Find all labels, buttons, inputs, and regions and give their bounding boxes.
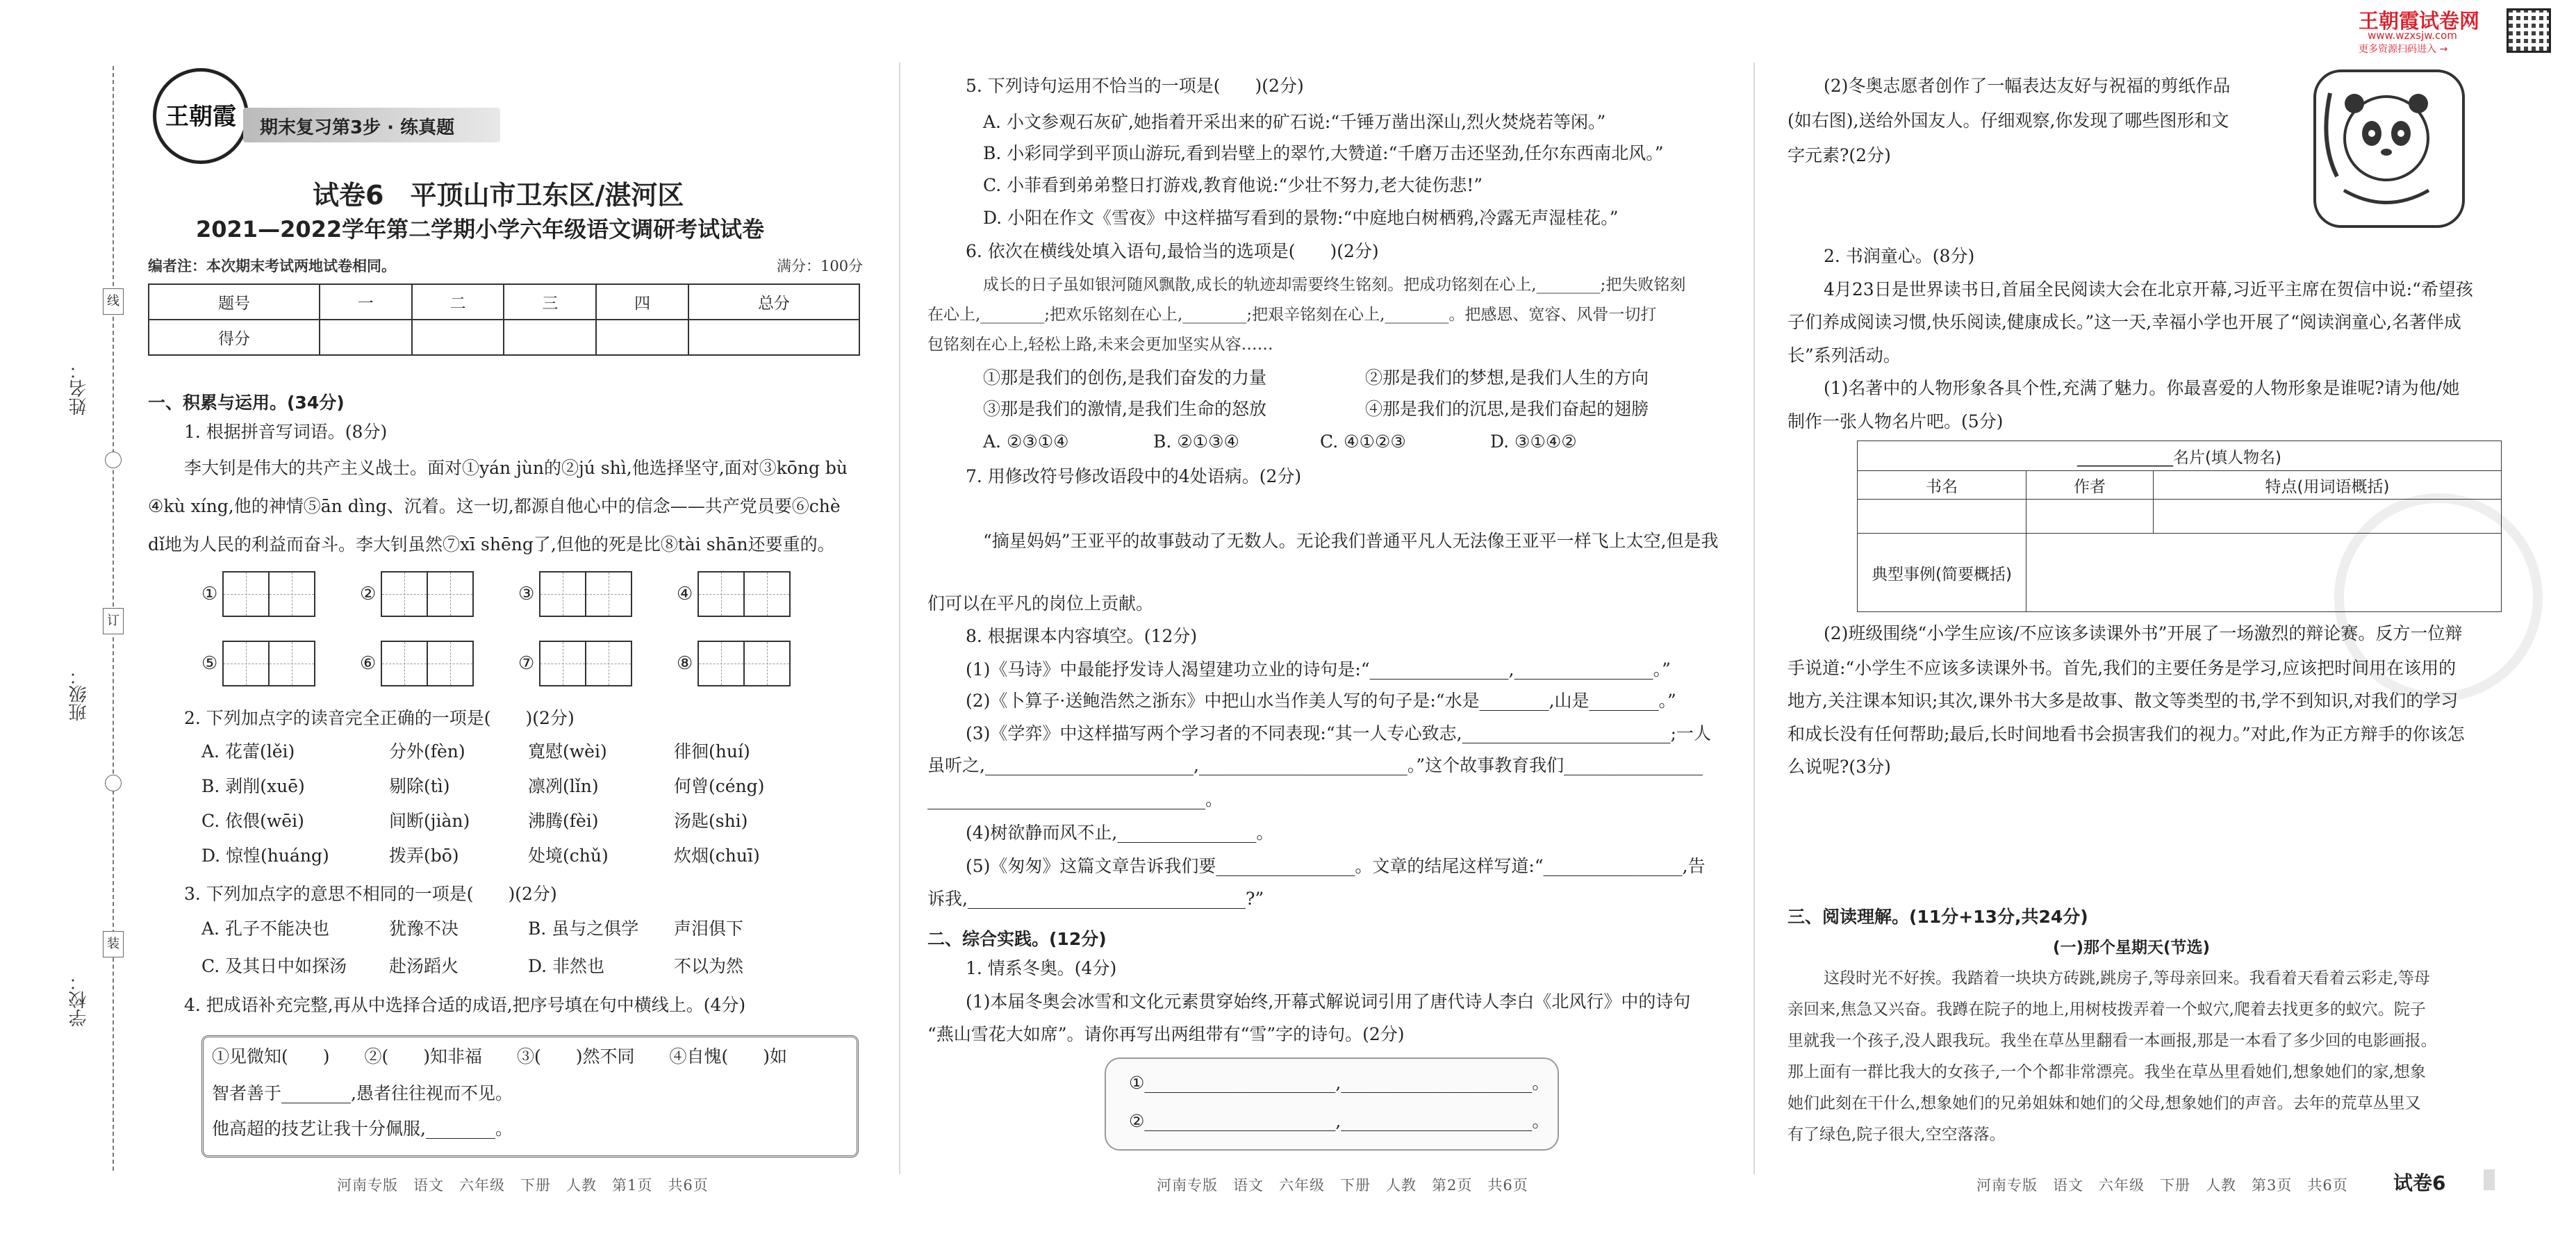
character-card-table: [1857, 441, 2502, 612]
qr-code-icon[interactable]: [2507, 8, 2551, 53]
answer-grid-5[interactable]: [222, 641, 314, 686]
q2-option: 间断(jiàn): [389, 811, 470, 831]
q2-option: 汤匙(shi): [674, 811, 748, 831]
q2-stem: 2. 下列加点字的读音完全正确的一项是( )(2分): [184, 708, 575, 728]
poem-answer-2[interactable]: ②______________________,______________________。: [1129, 1111, 1550, 1131]
answer-grid-6[interactable]: [381, 641, 472, 686]
cut-mark-1: 线: [103, 288, 124, 315]
q6-text-3: 包铭刻在心上,轻松上路,未来会更加坚实从容……: [927, 336, 1273, 354]
name-label: 姓名：: [69, 361, 90, 415]
q2-option: D. 惊惶(huáng): [201, 846, 329, 866]
practice-2-1b: 制作一张人物名片吧。(5分): [1787, 411, 2004, 431]
score-row-label: 得分: [149, 320, 320, 355]
practice-2-2d: 和成长没有任何帮助;最后,长时间地看书会损害我们的视力。”对此,作为正方辩手的你该怎: [1787, 724, 2465, 744]
cut-mark-3: 装: [103, 931, 124, 957]
q3-option: C. 及其日中如探汤: [201, 956, 347, 976]
q2-option: A. 花蕾(lěi): [201, 741, 295, 762]
logo-text: 王朝霞: [165, 103, 236, 131]
q6-choice-d: D. ③①④②: [1490, 431, 1577, 452]
q8-item-2[interactable]: (2)《卜算子·送鲍浩然之浙东》中把山水当作美人写的句子是:“水是________,山是________。”: [966, 691, 1676, 711]
score-cell[interactable]: [504, 320, 596, 355]
q4-sentence-1[interactable]: 智者善于________,愚者往往视而不见。: [212, 1083, 513, 1103]
score-head-cell: 总分: [688, 284, 859, 320]
q8-item-5[interactable]: (5)《匆匆》这篇文章告诉我们要________________。文章的结尾这样写道:“________________,告: [966, 856, 1706, 876]
page-2-footer: 河南专版 语文 六年级 下册 人教 第2页 共6页: [1157, 1177, 1528, 1194]
card-traits-cell[interactable]: [2154, 500, 2502, 534]
q6-choice-c: C. ④①②③: [1320, 431, 1406, 452]
q3-option: 声泪俱下: [674, 919, 744, 939]
q6-choice-b: B. ②①③④: [1153, 431, 1239, 452]
brand-tagline: 更多资源扫码进入 →: [2359, 44, 2448, 55]
card-event-cell[interactable]: [2026, 534, 2502, 612]
page-1-footer: 河南专版 语文 六年级 下册 人教 第1页 共6页: [337, 1177, 709, 1194]
q7-stem: 7. 用修改符号修改语段中的4处语病。(2分): [966, 466, 1302, 486]
grid-label: ⑤: [201, 653, 218, 674]
q8-item-3c[interactable]: ________________________________。: [927, 789, 1223, 809]
q2-option: C. 依偎(wēi): [201, 811, 304, 831]
practice-1-2b: (如右图),送给外国友人。仔细观察,你发现了哪些图形和文: [1787, 110, 2229, 131]
full-score: 满分：100分: [777, 258, 864, 274]
brand-url: www.wzxsjw.com: [2368, 29, 2457, 42]
q2-option: 分外(fèn): [389, 741, 465, 762]
grid-label: ⑧: [677, 653, 693, 674]
score-head-cell: 二: [412, 284, 504, 320]
practice-2-stem: 2. 书润童心。(8分): [1824, 246, 1975, 266]
q4-stem: 4. 把成语补充完整,再从中选择合适的成语,把序号填在句中横线上。(4分): [184, 995, 746, 1015]
q2-option: 剔除(tì): [389, 776, 450, 796]
q8-item-4[interactable]: (4)树欲静而风不止,________________。: [966, 823, 1274, 843]
q5-option-d: D. 小阳在作文《雪夜》中这样描写看到的景物:“中庭地白树栖鸦,冷露无声湿桂花。”: [983, 208, 1619, 228]
q3-option: D. 非然也: [528, 956, 605, 976]
card-title[interactable]: ____________名片(填人物名): [1858, 441, 2502, 471]
paper-number-tag: 试卷6: [2393, 1171, 2446, 1194]
cut-mark-2: 订: [103, 608, 124, 634]
q8-item-3b[interactable]: 虽听之,________________________,________________________。”这个故事教育我们________________: [927, 755, 1703, 775]
score-cell[interactable]: [688, 320, 859, 355]
q1-stem: 1. 根据拼音写词语。(8分): [184, 422, 388, 442]
q6-option-4: ④那是我们的沉思,是我们奋起的翅膀: [1365, 399, 1649, 419]
answer-grid-1[interactable]: [222, 571, 314, 617]
q3-option: B. 虽与之俱学: [528, 919, 639, 939]
reading-line: 亲回来,焦急又兴奋。我蹲在院子的地上,用树枝拨弄着一个蚁穴,爬着去找更多的蚁穴。院子: [1787, 1001, 2426, 1019]
banner-text: 期末复习第3步 · 练真题: [260, 117, 455, 138]
practice-2-2c: 地方,关注课本知识;其次,课外书大多是故事、散文等类型的书,学不到知识,对我们的学习: [1787, 691, 2459, 711]
card-author-cell[interactable]: [2026, 500, 2154, 534]
reading-line: 有了绿色,院子很大,空空落落。: [1787, 1126, 2006, 1144]
q2-option: 沸腾(fèi): [528, 811, 599, 831]
reading-line: 她们此刻在干什么,想象她们的兄弟姐妹和她们的父母,想象她们的声音。去年的荒草丛里又: [1787, 1094, 2421, 1112]
reading-line: 这段时光不好挨。我踏着一块块方砖跳,跳房子,等母亲回来。我看着天看着云彩走,等母: [1824, 969, 2430, 987]
q8-item-3[interactable]: (3)《学弈》中这样描写两个学习者的不同表现:“其一人专心致志,________________________;一人: [966, 723, 1711, 743]
q2-option: 拨弄(bō): [389, 846, 459, 866]
q2-option: 何曾(céng): [674, 776, 765, 796]
q1-line-2: ④kù xíng,他的神情⑤ān dìng、沉着。这一切,都源自他心中的信念——共产党员要⑥chè: [148, 496, 841, 516]
score-table: [148, 283, 860, 356]
card-event-label: 典型事例(简要概括): [1858, 534, 2026, 612]
section-2-heading: 二、综合实践。(12分): [927, 929, 1107, 949]
q3-option: A. 孔子不能决也: [201, 919, 329, 939]
answer-grid-7[interactable]: [539, 641, 631, 686]
reading-line: 里就我一个孩子,没人跟我玩。我坐在草丛里翻看一本画报,那是一本看了多少回的电影画报。: [1787, 1032, 2437, 1050]
q5-option-a: A. 小文参观石灰矿,她指着开采出来的矿石说:“千锤万凿出深山,烈火焚烧若等闲。”: [983, 112, 1606, 132]
practice-1-1b: “燕山雪花大如席”。请你再写出两组带有“雪”字的诗句。(2分): [927, 1024, 1405, 1044]
score-cell[interactable]: [412, 320, 504, 355]
practice-1-1: (1)本届冬奥会冰雪和文化元素贯穿始终,开幕式解说词引用了唐代诗人李白《北风行》中的诗句: [966, 991, 1691, 1012]
card-head-traits: 特点(用词语概括): [2154, 471, 2502, 500]
reading-title: (一)那个星期天(节选): [2053, 939, 2211, 957]
q8-item-5b[interactable]: 诉我,________________________________?”: [927, 889, 1264, 909]
q6-option-2: ②那是我们的梦想,是我们人生的方向: [1365, 368, 1649, 388]
q6-choice-a: A. ②③①④: [983, 431, 1069, 452]
school-label: 学校：: [69, 973, 90, 1027]
q7-passage-1: “摘星妈妈”王亚平的故事鼓动了无数人。无论我们普通平凡人无法像王亚平一样飞上太空,但是我: [983, 531, 1719, 551]
grid-label: ⑦: [518, 653, 535, 674]
paper-tag-bar: [2484, 1169, 2495, 1190]
score-cell[interactable]: [596, 320, 688, 355]
paper-subtitle: 2021—2022学年第二学期小学六年级语文调研考试试卷: [196, 216, 765, 242]
score-head-cell: 一: [320, 284, 412, 320]
q4-idioms[interactable]: ①见微知( ) ②( )知非福 ③( )然不同 ④自愧( )如: [212, 1046, 788, 1067]
page-1: [0, 0, 900, 1243]
q2-option: 凛冽(lǐn): [528, 776, 599, 796]
section-3-heading: 三、阅读理解。(11分+13分,共24分): [1787, 907, 2088, 927]
poem-answer-1[interactable]: ①______________________,______________________。: [1129, 1073, 1550, 1093]
practice-2-text-3: 长”系列活动。: [1787, 345, 1901, 365]
q6-text-2: 在心上,________;把欢乐铭刻在心上,________;把艰辛铭刻在心上,________。把感恩、宽容、风骨一切打: [927, 306, 1657, 324]
brand-name: 王朝霞试卷网: [2359, 9, 2480, 33]
grid-label: ⑥: [360, 653, 377, 674]
practice-2-text-2: 子们养成阅读习惯,快乐阅读,健康成长。”这一天,幸福小学也开展了“阅读润童心,名著伴成: [1787, 312, 2461, 332]
q6-option-3: ③那是我们的激情,是我们生命的怒放: [983, 399, 1266, 419]
q4-sentence-2[interactable]: 他高超的技艺让我十分佩服,________。: [212, 1119, 513, 1139]
card-head-author: 作者: [2026, 471, 2154, 500]
page-3-footer: 河南专版 语文 六年级 下册 人教 第3页 共6页: [1976, 1177, 2348, 1194]
practice-1-2c: 字元素?(2分): [1787, 145, 1891, 165]
q3-option: 犹豫不决: [389, 919, 459, 939]
editor-note: 编者注：本次期末考试两地试卷相同。: [148, 257, 396, 274]
q1-line-1: 李大钊是伟大的共产主义战士。面对①yán jùn的②jú shì,他选择坚守,面对③kōng bù: [184, 458, 848, 478]
answer-grid-3[interactable]: [539, 571, 631, 617]
practice-2-text-1: 4月23日是世界读书日,首届全民阅读大会在北京开幕,习近平主席在贺信中说:“希望孩: [1824, 279, 2473, 299]
card-head-book: 书名: [1858, 471, 2026, 500]
page-2: [900, 0, 1754, 1243]
practice-2-2b: 手说道:“小学生不应该多读课外书。首先,我们的主要任务是学习,应该把时间用在该用的: [1787, 658, 2457, 678]
card-book-cell[interactable]: [1858, 500, 2026, 534]
grid-label: ③: [518, 584, 535, 604]
reading-line: 那上面有一群比我大的女孩子,一个个都非常漂亮。我坐在草丛里看她们,想象她们的家,想象: [1787, 1063, 2426, 1081]
answer-grid-2[interactable]: [381, 571, 472, 617]
q1-line-3: dǐ地为人民的利益而奋斗。李大钊虽然⑦xī shēng了,但他的死是比⑧tài shān还要重的。: [148, 534, 835, 554]
practice-2-2: (2)班级围绕“小学生应该/不应该多读课外书”开展了一场激烈的辩论赛。反方一位辩: [1824, 623, 2463, 643]
grid-label: ④: [677, 584, 693, 604]
binding-hole-1: [105, 452, 122, 468]
grid-label: ①: [201, 584, 218, 604]
score-cell[interactable]: [320, 320, 412, 355]
q2-option: 徘徊(huí): [674, 741, 750, 762]
q8-stem: 8. 根据课本内容填空。(12分): [966, 626, 1198, 646]
papercut-panda-image: [2313, 69, 2465, 228]
q2-option: B. 剥削(xuē): [201, 776, 305, 796]
answer-grid-8[interactable]: [697, 641, 789, 686]
q6-option-1: ①那是我们的创伤,是我们奋发的力量: [983, 368, 1266, 388]
practice-2-2e: 么说呢?(3分): [1787, 757, 1891, 777]
practice-1-2: (2)冬奥志愿者创作了一幅表达友好与祝福的剪纸作品: [1824, 76, 2231, 96]
practice-1-stem: 1. 情系冬奥。(4分): [966, 958, 1117, 978]
class-label: 班级：: [69, 667, 90, 721]
q2-option: 寛慰(wèi): [528, 741, 607, 762]
q3-option: 赴汤蹈火: [389, 956, 459, 976]
page-3: [1754, 0, 2576, 1243]
grid-label: ②: [360, 584, 377, 604]
q6-stem: 6. 依次在横线处填入语句,最恰当的选项是( )(2分): [966, 241, 1379, 261]
q3-option: 不以为然: [674, 956, 744, 976]
binding-hole-2: [105, 775, 122, 791]
q2-option: 炊烟(chuī): [674, 846, 760, 866]
paper-title: 试卷6 平顶山市卫东区/湛河区: [313, 180, 684, 211]
score-head-cell: 三: [504, 284, 596, 320]
review-banner: [243, 108, 500, 142]
q5-stem: 5. 下列诗句运用不恰当的一项是( )(2分): [966, 76, 1304, 96]
q3-stem: 3. 下列加点字的意思不相同的一项是( )(2分): [184, 884, 557, 904]
q7-passage-2: 们可以在平凡的岗位上贡献。: [927, 593, 1154, 614]
q5-option-b: B. 小彩同学到平顶山游玩,看到岩壁上的翠竹,大赞道:“千磨万击还坚劲,任尔东西南北风。”: [983, 143, 1664, 163]
practice-2-1: (1)名著中的人物形象各具个性,充满了魅力。你最喜爱的人物形象是谁呢?请为他/她: [1824, 378, 2460, 398]
answer-grid-4[interactable]: [697, 571, 789, 617]
q8-item-1[interactable]: (1)《马诗》中最能抒发诗人渴望建功立业的诗句是:“________________,________________。”: [966, 659, 1671, 680]
score-head-cell: 四: [596, 284, 688, 320]
score-head-cell: 题号: [149, 284, 320, 320]
panda-icon: [2316, 72, 2457, 220]
section-1-heading: 一、积累与运用。(34分): [148, 393, 345, 413]
q5-option-c: C. 小菲看到弟弟整日打游戏,教育他说:“少壮不努力,老大徒伤悲!”: [983, 175, 1483, 195]
q2-option: 处境(chǔ): [528, 846, 609, 866]
q6-text-1: 成长的日子虽如银河随风飘散,成长的轨迹却需要终生铭刻。把成功铭刻在心上,________;把失败铭刻: [983, 276, 1686, 294]
